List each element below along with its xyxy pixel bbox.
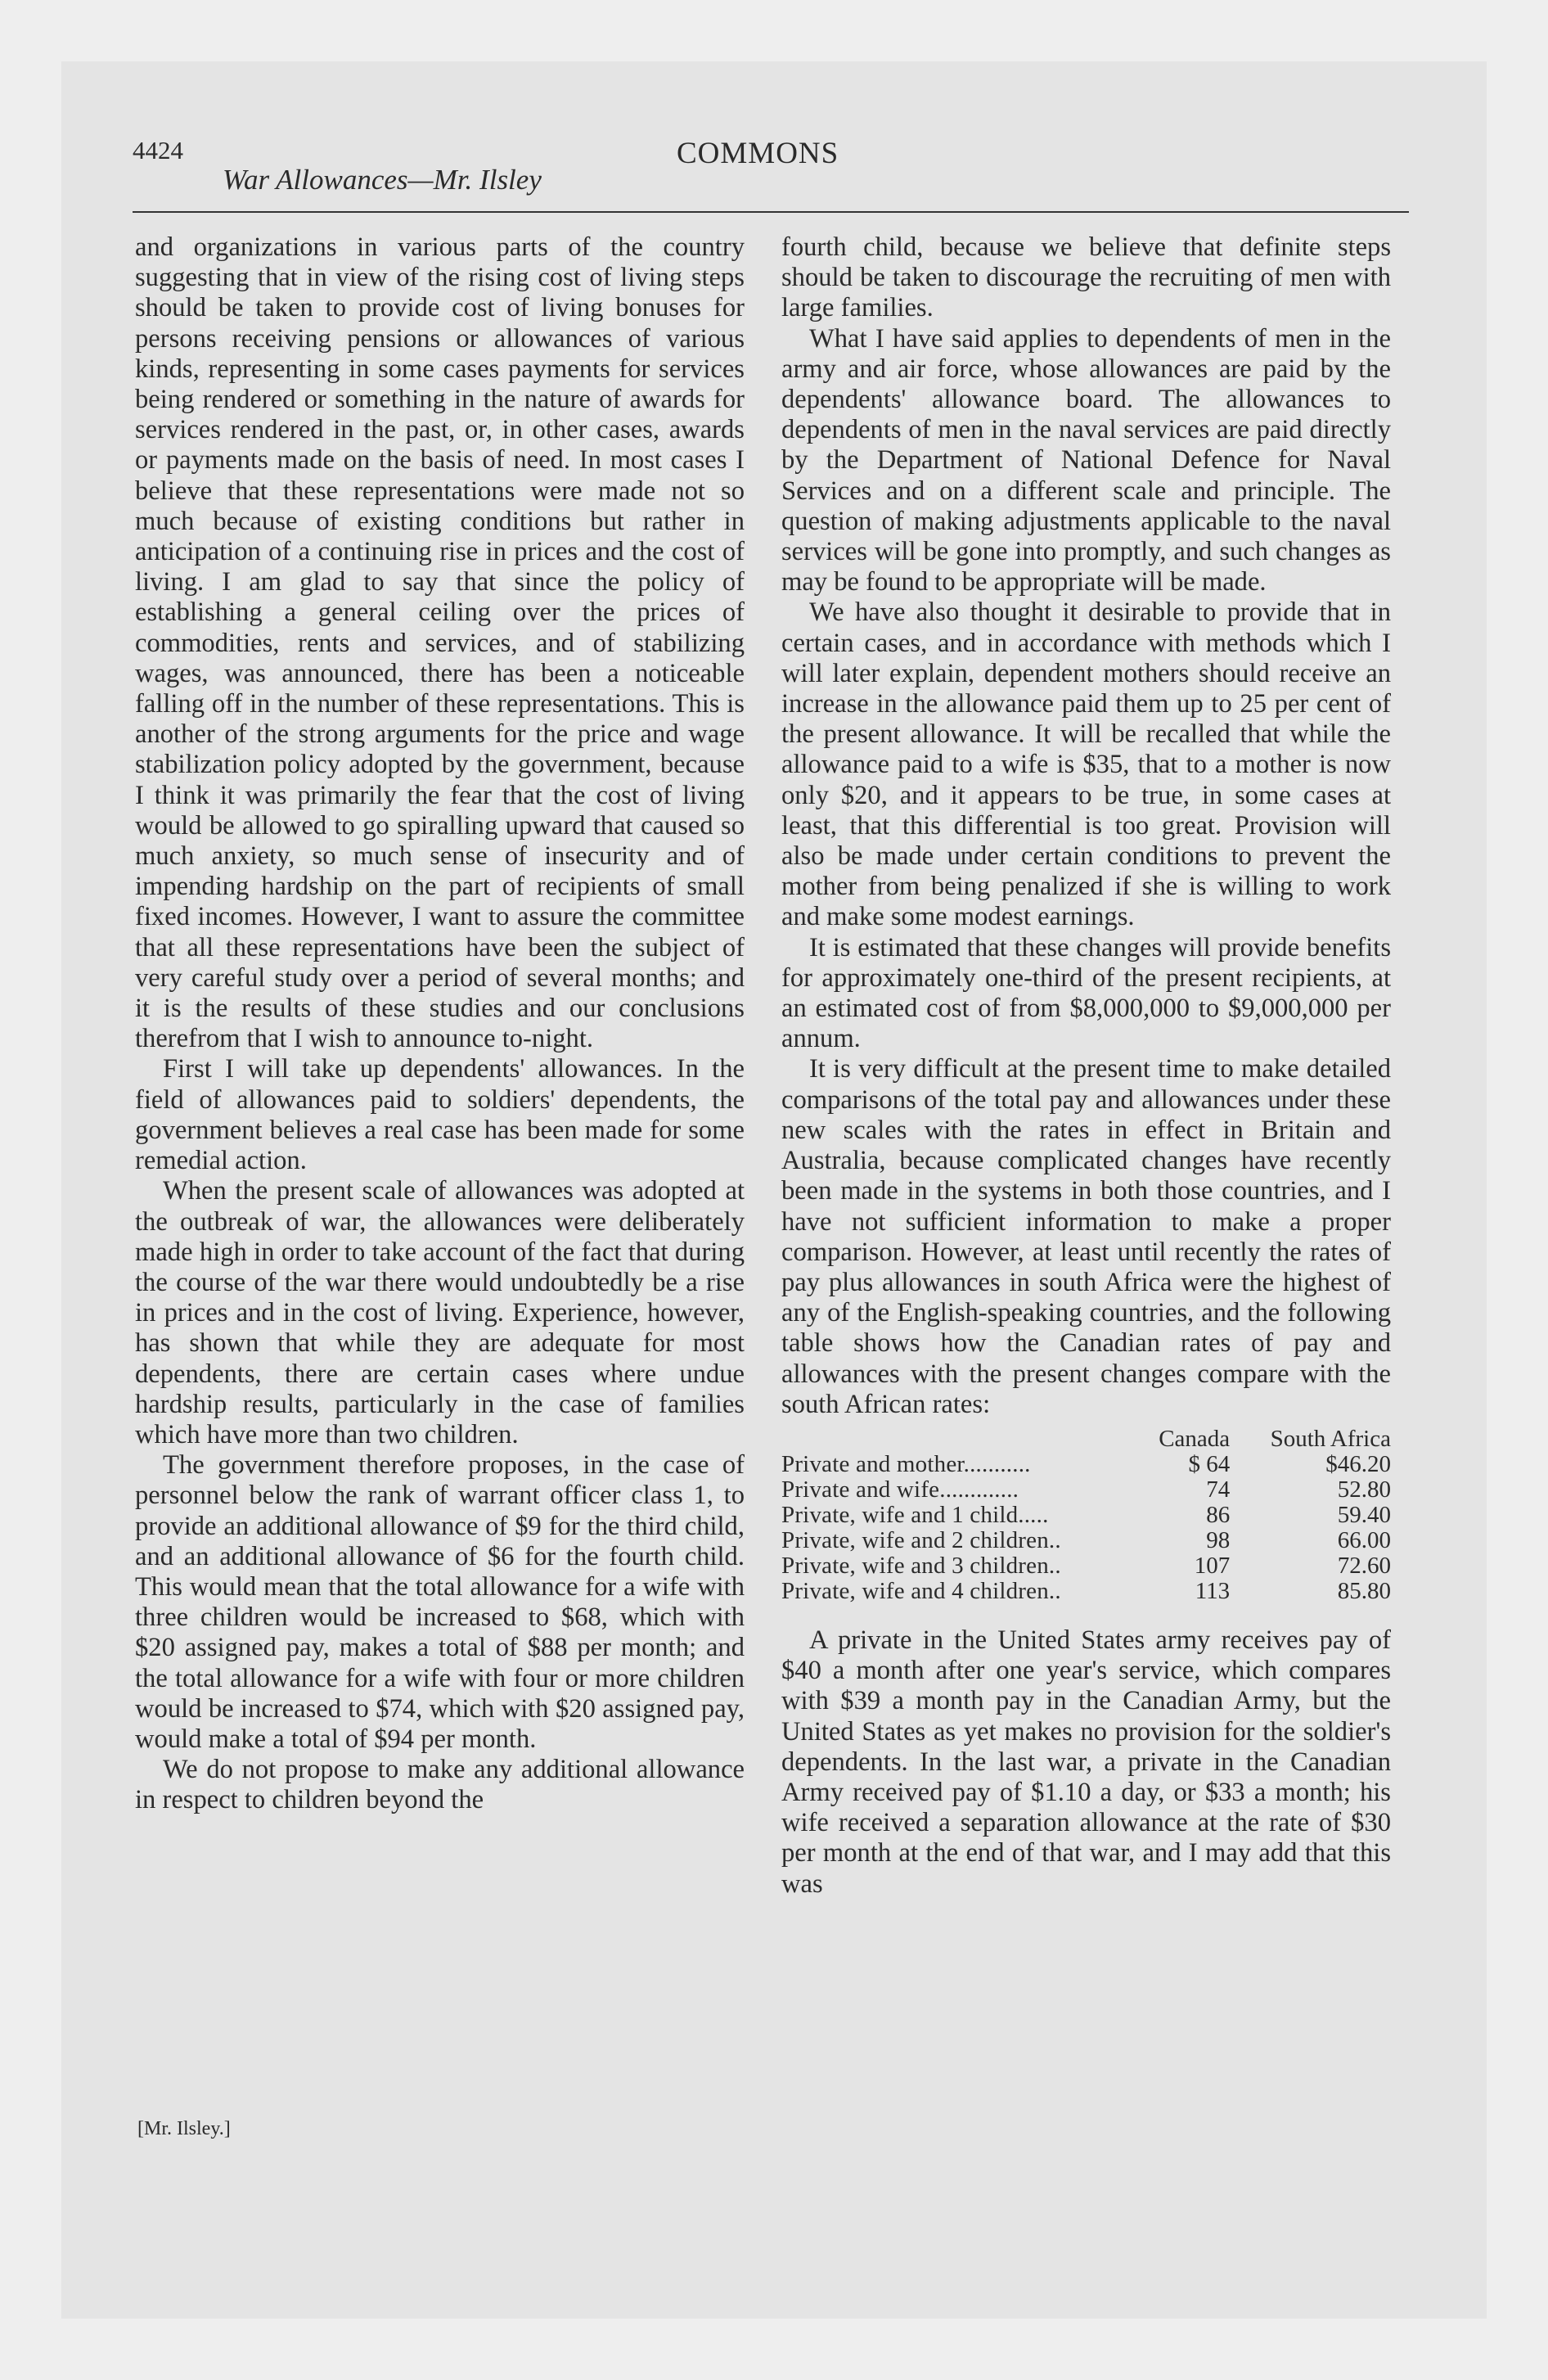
table-row xyxy=(781,1452,1391,1477)
table-cell: 66.00 xyxy=(1337,1526,1391,1553)
table-cell: 59.40 xyxy=(1337,1501,1391,1528)
table-cell: Private, wife and 2 children.. xyxy=(781,1526,1061,1553)
house-name: COMMONS xyxy=(677,137,839,170)
table-row xyxy=(781,1553,1391,1579)
table-cell: 86 xyxy=(1206,1501,1231,1528)
table-cell: Private, wife and 4 children.. xyxy=(781,1577,1061,1604)
paragraph: When the present scale of allowances was adopted at the outbreak of war, the allowances were deliberately made high in order to take account of the fact that during the course of the war there would undoubtedly be a rise in prices and in the cost of living. Experience, however, has shown that while they are adequate for most dependents, there are certain cases where undue hardship results, particularly in the case of families which have more than two children. xyxy=(135,1176,745,1449)
header-rule xyxy=(133,211,1409,213)
table-cell: 72.60 xyxy=(1337,1552,1391,1579)
table-cell: 113 xyxy=(1195,1577,1231,1604)
column-header-south-africa: South Africa xyxy=(1270,1425,1391,1452)
paragraph: First I will take up dependents' allowances. In the field of allowances paid to soldiers' dependents, the government believes a real case has been made for some remedial action. xyxy=(135,1054,745,1176)
table-cell: 74 xyxy=(1206,1476,1231,1503)
paragraph: What I have said applies to dependents of men in the army and air force, whose allowances are paid by the dependents' allowance board. The allowances to dependents of men in the naval services are paid directly by the Department of National Defence for Naval Services and on a different scale and principle. The question of making adjustments applicable to the naval services will be gone into promptly, and such changes as may be found to be appropriate will be made. xyxy=(781,323,1391,597)
table-cell: $ 64 xyxy=(1188,1450,1231,1477)
table-cell: Private and mother........... xyxy=(781,1450,1031,1477)
paragraph: The government therefore proposes, in the case of personnel below the rank of warrant officer class 1, to provide an additional allowance of $9 for the third child, and an additional allowance of $6 for the fourth child. This would mean that the total allowance for a wife with three children would be increased to $68, which with $20 assigned pay, makes a total of $88 per month; and the total allowance for a wife with four or more children would be increased to $74, which with $20 assigned pay, would make a total of $94 per month. xyxy=(135,1450,745,1754)
table-cell: 107 xyxy=(1194,1552,1231,1579)
page-header xyxy=(133,136,1409,218)
table-row xyxy=(781,1528,1391,1553)
running-head: War Allowances—Mr. Ilsley xyxy=(223,164,542,196)
table-cell: Private and wife............. xyxy=(781,1476,1019,1503)
speaker-note: [Mr. Ilsley.] xyxy=(137,2118,231,2139)
table-cell: Private, wife and 1 child..... xyxy=(781,1501,1049,1528)
table-cell: 98 xyxy=(1206,1526,1231,1553)
table-cell: $46.20 xyxy=(1325,1450,1391,1477)
page-number: 4424 xyxy=(133,136,183,165)
right-column xyxy=(781,232,1391,1900)
paragraph: It is estimated that these changes will provide benefits for approximately one-third of the present recipients, at an estimated cost of from $8,000,000 to $9,000,000 per annum. xyxy=(781,932,1391,1054)
table-row xyxy=(781,1477,1391,1503)
paragraph: fourth child, because we believe that definite steps should be taken to discourage the recruiting of men with large families. xyxy=(781,232,1391,323)
column-header xyxy=(781,1427,1135,1452)
table-row xyxy=(781,1503,1391,1528)
paragraph: We have also thought it desirable to provide that in certain cases, and in accordance with methods which I will later explain, dependent mothers should receive an increase in the allowance paid them up to 25 per cent of the present allowance. It will be recalled that while the allowance paid to a wife is $35, that to a mother is now only $20, and it appears to be true, in some cases at least, that this differential is too great. Provision will also be made under certain conditions to prevent the mother from being penalized if she is willing to work and make some modest earnings. xyxy=(781,597,1391,932)
table-header-row xyxy=(781,1427,1391,1452)
table-row xyxy=(781,1579,1391,1604)
paragraph: A private in the United States army receives pay of $40 a month after one year's service, which compares with $39 a month pay in the Canadian Army, but the United States as yet makes no provision for the soldier's dependents. In the last war, a private in the Canadian Army received pay of $1.10 a day, or $33 a month; his wife received a separation allowance at the rate of $30 per month at the end of that war, and I may add that this was xyxy=(781,1625,1391,1899)
rates-table xyxy=(781,1427,1391,1604)
paragraph: and organizations in various parts of the country suggesting that in view of the rising cost of living steps should be taken to provide cost of living bonuses for persons receiving pensions or allowances of various kinds, representing in some cases payments for services being rendered or something in the nature of awards for services rendered in the past, or, in other cases, awards or payments made on the basis of need. In most cases I believe that these representations were made not so much because of existing conditions but rather in anticipation of a continuing rise in prices and the cost of living. I am glad to say that since the policy of establishing a general ceiling over the prices of commodities, rents and services, and of stabilizing wages, was announced, there has been a noticeable falling off in the number of these representations. This is another of the strong arguments for the price and wage stabilization policy adopted by the government, because I think it was primarily the fear that the cost of living would be allowed to go spiralling upward that caused so much anxiety, so much sense of insecurity and of impending hardship on the part of recipients of small fixed incomes. However, I want to assure the committee that all these representations have been the subject of very careful study over a period of several months; and it is the results of these studies and our conclusions therefrom that I wish to announce to-night. xyxy=(135,232,745,1054)
paragraph: It is very difficult at the present time to make detailed comparisons of the total pay and allowances under these new scales with the rates in effect in Britain and Australia, because complicated changes have recently been made in the systems in both those countries, and I have not sufficient information to make a proper comparison. However, at least until recently the rates of pay plus allowances in south Africa were the highest of any of the English-speaking countries, and the following table shows how the Canadian rates of pay and allowances with the present changes compare with the south African rates: xyxy=(781,1054,1391,1419)
column-header-canada: Canada xyxy=(1159,1425,1231,1452)
paragraph: We do not propose to make any additional allowance in respect to children beyond the xyxy=(135,1755,745,1815)
table-cell: 52.80 xyxy=(1337,1476,1391,1503)
table-cell: Private, wife and 3 children.. xyxy=(781,1552,1061,1579)
table-cell: 85.80 xyxy=(1337,1577,1391,1604)
left-column xyxy=(135,232,745,1816)
